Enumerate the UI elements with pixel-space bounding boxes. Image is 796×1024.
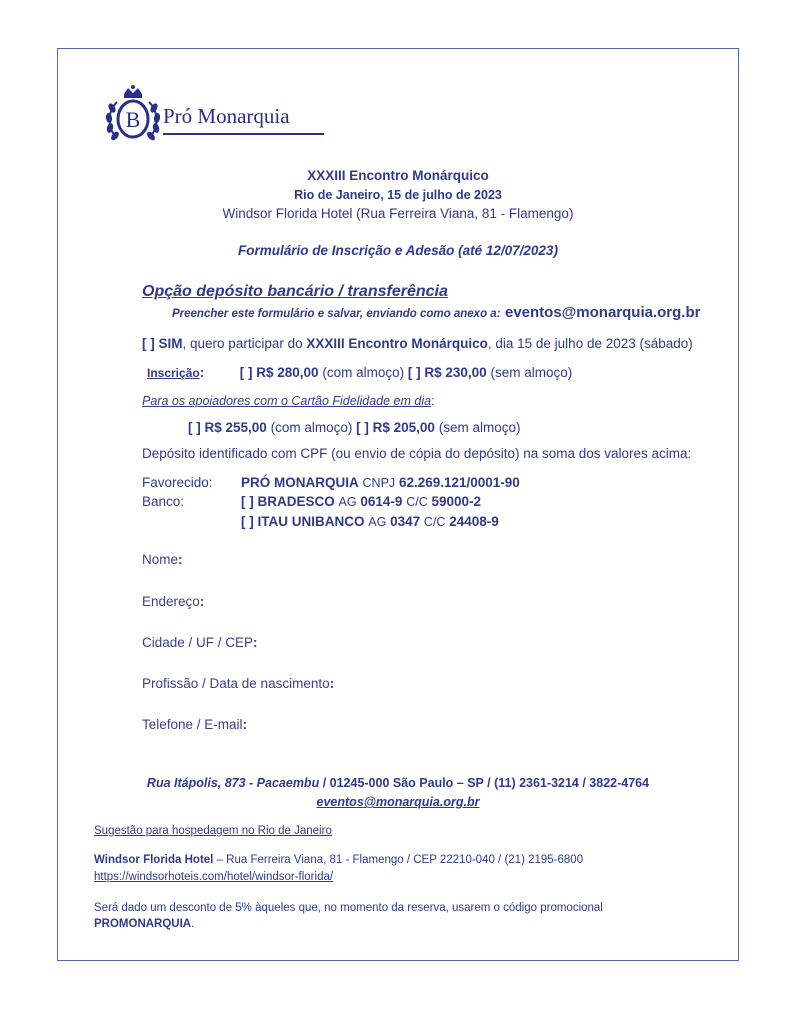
supporters-colon: : [431, 394, 435, 408]
option-heading: Opção depósito bancário / transferência [142, 283, 448, 300]
bank2-ag: 0347 [390, 514, 421, 529]
favored-label: Favorecido: [142, 475, 213, 490]
cnpj-label: CNPJ [362, 476, 396, 490]
event-venue: Windsor Florida Hotel (Rua Ferreira Viana, 81 - Flamengo) [222, 206, 574, 221]
deposit-note: Depósito identificado com CPF (ou envio de cópia do depósito) na soma dos valores acima: [142, 446, 692, 461]
event-title: XXXIII Encontro Monárquico [307, 168, 489, 183]
bank1-line [241, 494, 481, 509]
supporters-checkbox-nolunch[interactable]: [ ] [356, 420, 369, 435]
bank2-checkbox[interactable]: [ ] [241, 514, 254, 529]
registration-without-lunch: (sem almoço) [490, 365, 573, 380]
bank1-checkbox[interactable]: [ ] [241, 494, 254, 509]
favored-name: PRÓ MONARQUIA [241, 475, 359, 490]
crest-icon [103, 84, 163, 146]
supporters-line [142, 394, 435, 408]
instruction-line [172, 304, 700, 322]
name-field[interactable] [142, 552, 183, 567]
participation-line [142, 336, 693, 351]
participation-text: , quero participar do [182, 336, 307, 351]
bank1-name: BRADESCO [257, 494, 335, 509]
registration-price-lunch: R$ 280,00 [256, 365, 319, 380]
footer-city: / 01245-000 São Paulo – SP / (11) 2361-3214 / 3822-4764 [319, 776, 650, 790]
promo-period: . [191, 918, 195, 930]
address-label: Endereço [142, 594, 200, 609]
contact-label: Telefone / E-mail [142, 717, 243, 732]
footer-email[interactable]: eventos@monarquia.org.br [316, 795, 480, 809]
city-label: Cidade / UF / CEP [142, 635, 254, 650]
bank2-line [241, 514, 499, 529]
instruction-text: Preencher este formulário e salvar, enviando como anexo a: [172, 308, 501, 320]
bank1-cc: 59000-2 [431, 494, 482, 509]
hotel-name: Windsor Florida Hotel [94, 854, 214, 866]
supporters-without-lunch: (sem almoço) [438, 420, 521, 435]
favored-line [241, 475, 520, 490]
supporters-with-lunch: (com almoço) [270, 420, 353, 435]
logo-monogram: B [125, 107, 141, 132]
form-title: Formulário de Inscrição e Adesão (até 12/07/2023) [238, 243, 558, 258]
logo-underline [163, 133, 324, 135]
registration-label: Inscrição [147, 366, 200, 380]
event-date: Rio de Janeiro, 15 de julho de 2023 [294, 188, 502, 202]
contact-colon: : [242, 717, 248, 732]
address-field[interactable] [142, 594, 204, 609]
footer-street: Rua Itápolis, 873 - Pacaembu [146, 776, 320, 790]
address-colon: : [199, 594, 205, 609]
hotel-suggestion: Sugestão para hospedagem no Rio de Janeiro [94, 825, 332, 837]
bank2-cc: 24408-9 [449, 514, 499, 529]
discount-text: Será dado um desconto de 5% àqueles que, no momento da reserva, usarem o código promocional [94, 902, 603, 914]
city-colon: : [253, 635, 258, 650]
bank1-ag-label: AG [338, 495, 357, 509]
footer-address [0, 776, 796, 790]
registration-checkbox-nolunch[interactable]: [ ] [407, 365, 421, 380]
bank1-ag: 0614-9 [360, 494, 403, 509]
bank2-name: ITAU UNIBANCO [257, 514, 365, 529]
hotel-line [94, 854, 583, 866]
registration-colon: : [199, 365, 205, 380]
registration-price-nolunch: R$ 230,00 [424, 365, 487, 380]
hotel-url[interactable]: https://windsorhoteis.com/hotel/windsor-florida/ [94, 871, 334, 883]
registration-line [147, 365, 572, 380]
supporters-prices [188, 420, 520, 435]
supporters-price-nolunch: R$ 205,00 [372, 420, 435, 435]
supporters-price-lunch: R$ 255,00 [204, 420, 267, 435]
promo-code: PROMONARQUIA [94, 918, 192, 930]
participation-yes: SIM [158, 336, 183, 351]
bank1-cc-label: C/C [406, 495, 428, 509]
bank2-cc-label: C/C [423, 515, 446, 529]
participation-date: , dia 15 de julho de 2023 (sábado) [487, 336, 693, 351]
registration-with-lunch: (com almoço) [322, 365, 405, 380]
profession-colon: : [329, 676, 335, 691]
registration-checkbox-lunch[interactable]: [ ] [239, 365, 253, 380]
cnpj-value: 62.269.121/0001-90 [398, 475, 520, 490]
name-colon: : [178, 552, 183, 567]
name-label: Nome [142, 552, 179, 567]
instruction-email[interactable]: eventos@monarquia.org.br [504, 304, 701, 321]
promo-line [94, 918, 194, 930]
profession-label: Profissão / Data de nascimento [142, 676, 330, 691]
city-field[interactable] [142, 635, 258, 650]
supporters-checkbox-lunch[interactable]: [ ] [188, 420, 201, 435]
supporters-label: Para os apoiadores com o Cartão Fidelidade em dia [142, 394, 432, 408]
logo-brand-name: Pró Monarquia [163, 104, 290, 128]
bank2-ag-label: AG [368, 515, 387, 529]
participation-checkbox[interactable]: [ ] [142, 336, 155, 351]
participation-event: XXXIII Encontro Monárquico [306, 336, 488, 351]
bank-label: Banco: [142, 494, 185, 509]
profession-field[interactable] [142, 676, 334, 691]
contact-field[interactable] [142, 717, 247, 732]
hotel-details: – Rua Ferreira Viana, 81 - Flamengo / CEP 22210-040 / (21) 2195-6800 [213, 854, 584, 866]
